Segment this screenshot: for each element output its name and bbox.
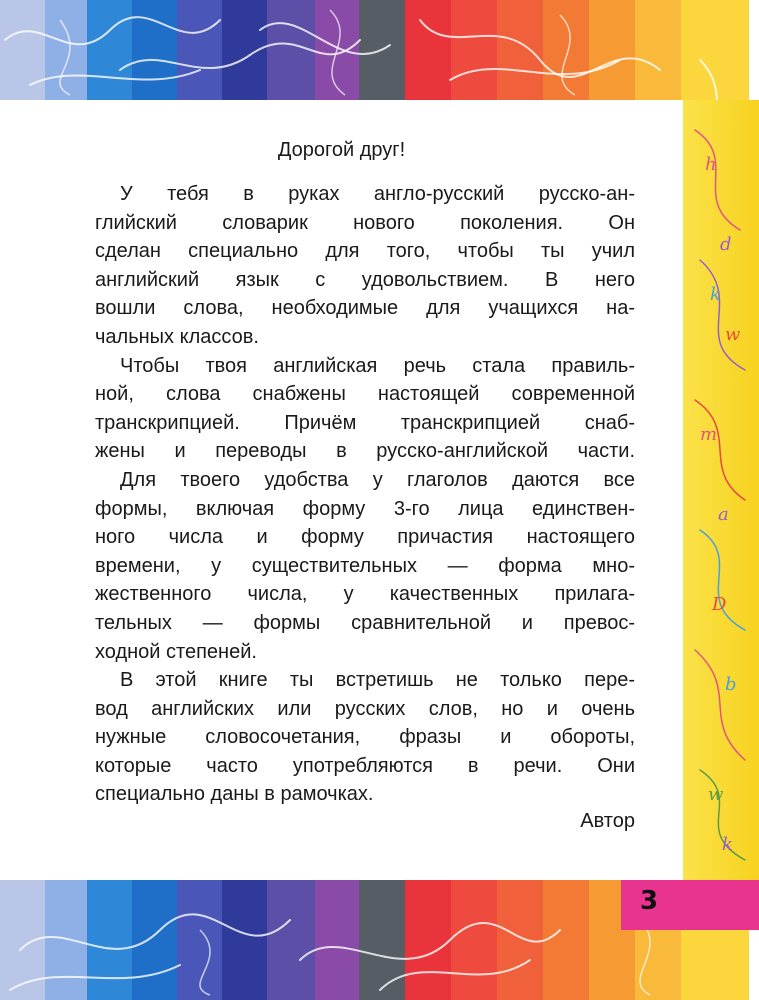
svg-text:b: b bbox=[725, 674, 737, 695]
svg-text:m: m bbox=[700, 424, 718, 445]
letter-line: У тебя в руках англо-русский русско-ан- bbox=[120, 183, 635, 205]
letter-line: английский язык с удовольствием. В него bbox=[95, 268, 635, 291]
letter-line: вод английских или русских слов, но и очень bbox=[95, 697, 635, 720]
letter-line: глийский словарик нового поколения. Он bbox=[95, 211, 635, 234]
right-side-panel bbox=[683, 100, 759, 880]
svg-text:k: k bbox=[722, 834, 733, 855]
letter-line: Для твоего удобства у глаголов даются все bbox=[120, 468, 635, 491]
letter-line: нужные словосочетания, фразы и обороты, bbox=[95, 726, 635, 749]
letter-line: специально даны в рамочках. bbox=[95, 783, 374, 806]
letter-line: вошли слова, необходимые для учащихся на- bbox=[95, 297, 635, 320]
svg-text:w: w bbox=[725, 324, 741, 345]
letter-line: чальных классов. bbox=[95, 325, 259, 348]
svg-text:k: k bbox=[710, 284, 721, 305]
letter-line: сделан специально для того, чтобы ты учил bbox=[95, 240, 635, 263]
letter-line: формы, включая форму 3-го лица единствен- bbox=[95, 497, 635, 520]
letter-line: тельных — формы сравнительной и превос- bbox=[95, 611, 635, 634]
svg-text:D: D bbox=[712, 594, 727, 615]
letter-line: ного числа и форму причастия настоящего bbox=[95, 526, 635, 549]
letter-line: которые часто употребляются в речи. Они bbox=[95, 754, 635, 777]
letter-signature: Автор bbox=[580, 810, 635, 832]
svg-text:a: a bbox=[718, 504, 729, 525]
svg-text:d: d bbox=[720, 234, 732, 255]
letter-greeting: Дорогой друг! bbox=[277, 139, 406, 161]
svg-text:h: h bbox=[705, 154, 717, 175]
letter-line: Чтобы твоя английская речь стала правиль- bbox=[120, 354, 635, 377]
svg-text:w: w bbox=[708, 784, 724, 805]
letter-line: В этой книге ты встретишь не только пере- bbox=[120, 669, 635, 692]
letter-line: ходной степеней. bbox=[95, 640, 257, 663]
letter-line: транскрипцией. Причём транскрипцией снаб- bbox=[95, 411, 635, 434]
letter-line: жены и переводы в русско-английской части. bbox=[95, 440, 635, 463]
letter-line: ной, слова снабжены настоящей современной bbox=[95, 383, 635, 406]
letter-line: жественного числа, у качественных прилага- bbox=[95, 583, 635, 606]
letter-line: времени, у существительных — форма мно- bbox=[95, 554, 635, 577]
page-number: 3 bbox=[640, 886, 659, 916]
letter-body bbox=[95, 180, 635, 809]
